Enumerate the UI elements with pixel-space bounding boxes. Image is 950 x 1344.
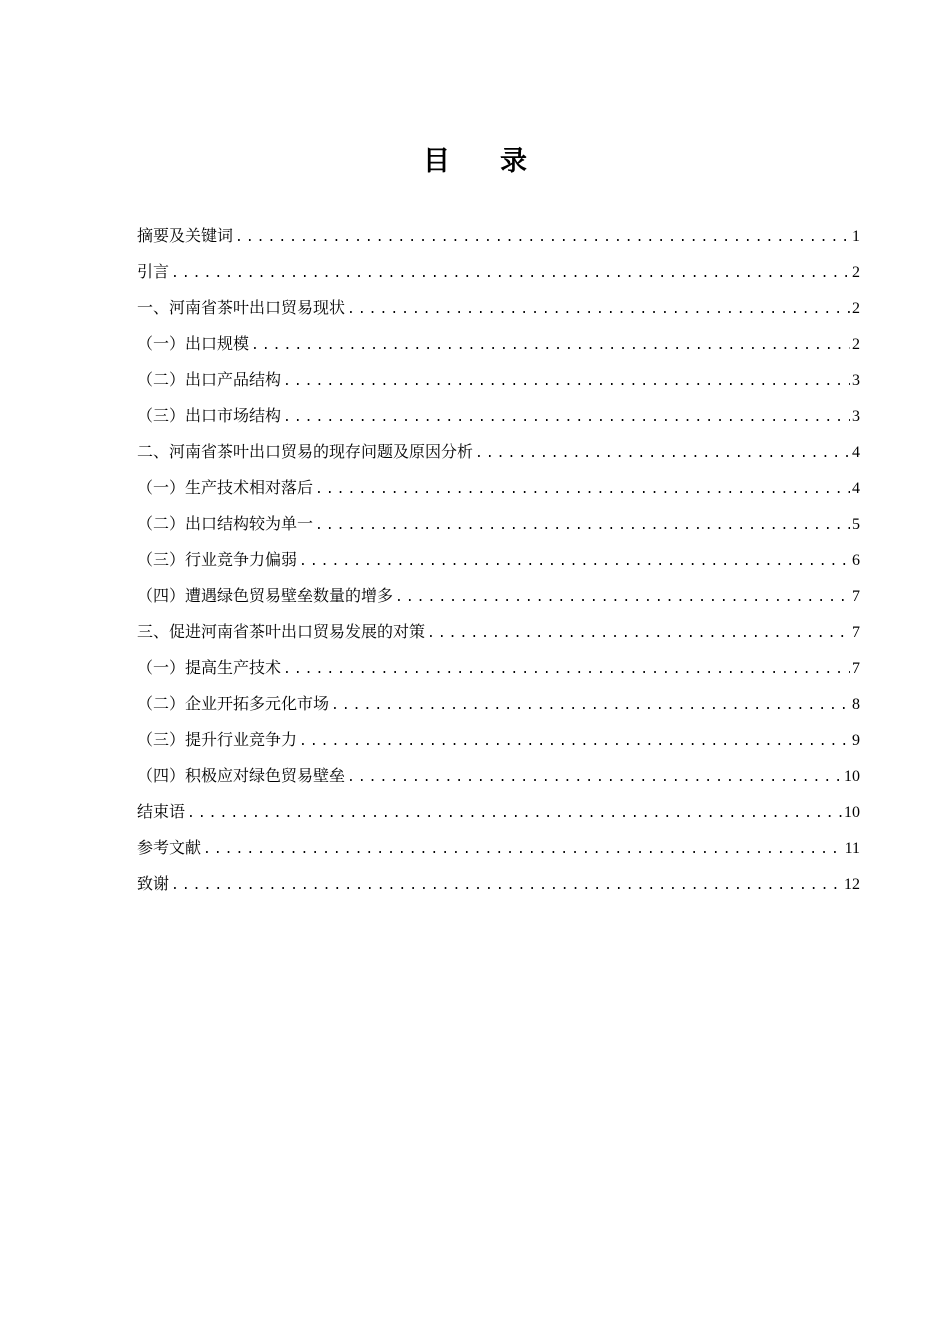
- toc-entry-page-number: 2: [852, 300, 860, 317]
- toc-entry[interactable]: [137, 866, 860, 902]
- toc-entry[interactable]: [137, 650, 860, 686]
- toc-entry-label: 结束语: [137, 802, 186, 821]
- toc-entry[interactable]: [137, 434, 860, 470]
- toc-entry-label: （三）出口市场结构: [137, 406, 282, 425]
- toc-list: [137, 218, 860, 902]
- toc-entry[interactable]: [137, 254, 860, 290]
- toc-entry-label: （二）出口结构较为单一: [137, 514, 314, 533]
- toc-dot-leader: [187, 796, 842, 832]
- toc-entry-label: （一）生产技术相对落后: [137, 478, 314, 497]
- toc-dot-leader: [315, 508, 850, 544]
- toc-dot-leader: [171, 256, 850, 292]
- toc-dot-leader: [427, 616, 850, 652]
- toc-entry-page-number: 1: [852, 228, 860, 245]
- toc-dot-leader: [283, 364, 850, 400]
- toc-dot-leader: [331, 688, 850, 724]
- toc-entry-page-number: 2: [852, 336, 860, 353]
- toc-dot-leader: [203, 832, 843, 868]
- toc-entry-page-number: 3: [852, 408, 860, 425]
- toc-entry[interactable]: [137, 794, 860, 830]
- toc-entry[interactable]: [137, 218, 860, 254]
- toc-entry-label: 致谢: [137, 874, 170, 893]
- toc-entry-page-number: 10: [844, 768, 860, 785]
- toc-entry-label: （二）企业开拓多元化市场: [137, 694, 330, 713]
- toc-dot-leader: [475, 436, 850, 472]
- toc-entry[interactable]: [137, 722, 860, 758]
- toc-entry-page-number: 2: [852, 264, 860, 281]
- toc-dot-leader: [171, 868, 842, 904]
- toc-dot-leader: [299, 544, 850, 580]
- toc-entry[interactable]: [137, 614, 860, 650]
- toc-entry-page-number: 7: [852, 660, 860, 677]
- toc-entry-page-number: 9: [852, 732, 860, 749]
- toc-dot-leader: [283, 400, 850, 436]
- toc-entry[interactable]: [137, 362, 860, 398]
- toc-entry-label: 参考文献: [137, 838, 202, 857]
- toc-entry-label: （一）提高生产技术: [137, 658, 282, 677]
- toc-dot-leader: [283, 652, 850, 688]
- toc-entry-label: 引言: [137, 262, 170, 281]
- toc-entry-page-number: 10: [844, 804, 860, 821]
- toc-entry[interactable]: [137, 758, 860, 794]
- toc-entry[interactable]: [137, 578, 860, 614]
- toc-entry-label: （三）行业竞争力偏弱: [137, 550, 298, 569]
- toc-entry-label: 三、促进河南省茶叶出口贸易发展的对策: [137, 622, 426, 641]
- toc-entry-label: 一、河南省茶叶出口贸易现状: [137, 298, 346, 317]
- toc-entry[interactable]: [137, 398, 860, 434]
- toc-dot-leader: [347, 292, 850, 328]
- toc-entry-page-number: 8: [852, 696, 860, 713]
- toc-entry-label: （四）积极应对绿色贸易壁垒: [137, 766, 346, 785]
- toc-entry[interactable]: [137, 830, 860, 866]
- toc-entry-page-number: 11: [844, 840, 860, 857]
- toc-dot-leader: [251, 328, 850, 364]
- toc-entry-page-number: 3: [852, 372, 860, 389]
- toc-entry-label: 二、河南省茶叶出口贸易的现存问题及原因分析: [137, 442, 474, 461]
- toc-entry[interactable]: [137, 326, 860, 362]
- toc-dot-leader: [347, 760, 842, 796]
- toc-entry-page-number: 5: [852, 516, 860, 533]
- toc-entry[interactable]: [137, 542, 860, 578]
- toc-entry-page-number: 7: [852, 588, 860, 605]
- toc-entry-page-number: 4: [852, 480, 860, 497]
- toc-entry-page-number: 12: [844, 876, 860, 893]
- toc-entry-label: （三）提升行业竞争力: [137, 730, 298, 749]
- toc-dot-leader: [299, 724, 850, 760]
- toc-entry-page-number: 4: [852, 444, 860, 461]
- toc-entry[interactable]: [137, 470, 860, 506]
- toc-dot-leader: [235, 220, 850, 256]
- toc-dot-leader: [315, 472, 850, 508]
- toc-entry-page-number: 7: [852, 624, 860, 641]
- toc-title: 目录: [423, 146, 577, 177]
- toc-entry-label: （四）遭遇绿色贸易壁垒数量的增多: [137, 586, 394, 605]
- toc-dot-leader: [395, 580, 850, 616]
- toc-entry-label: （二）出口产品结构: [137, 370, 282, 389]
- toc-entry[interactable]: [137, 686, 860, 722]
- toc-entry-page-number: 6: [852, 552, 860, 569]
- toc-entry-label: 摘要及关键词: [137, 226, 234, 245]
- toc-entry[interactable]: [137, 506, 860, 542]
- toc-entry-label: （一）出口规模: [137, 334, 250, 353]
- toc-entry[interactable]: [137, 290, 860, 326]
